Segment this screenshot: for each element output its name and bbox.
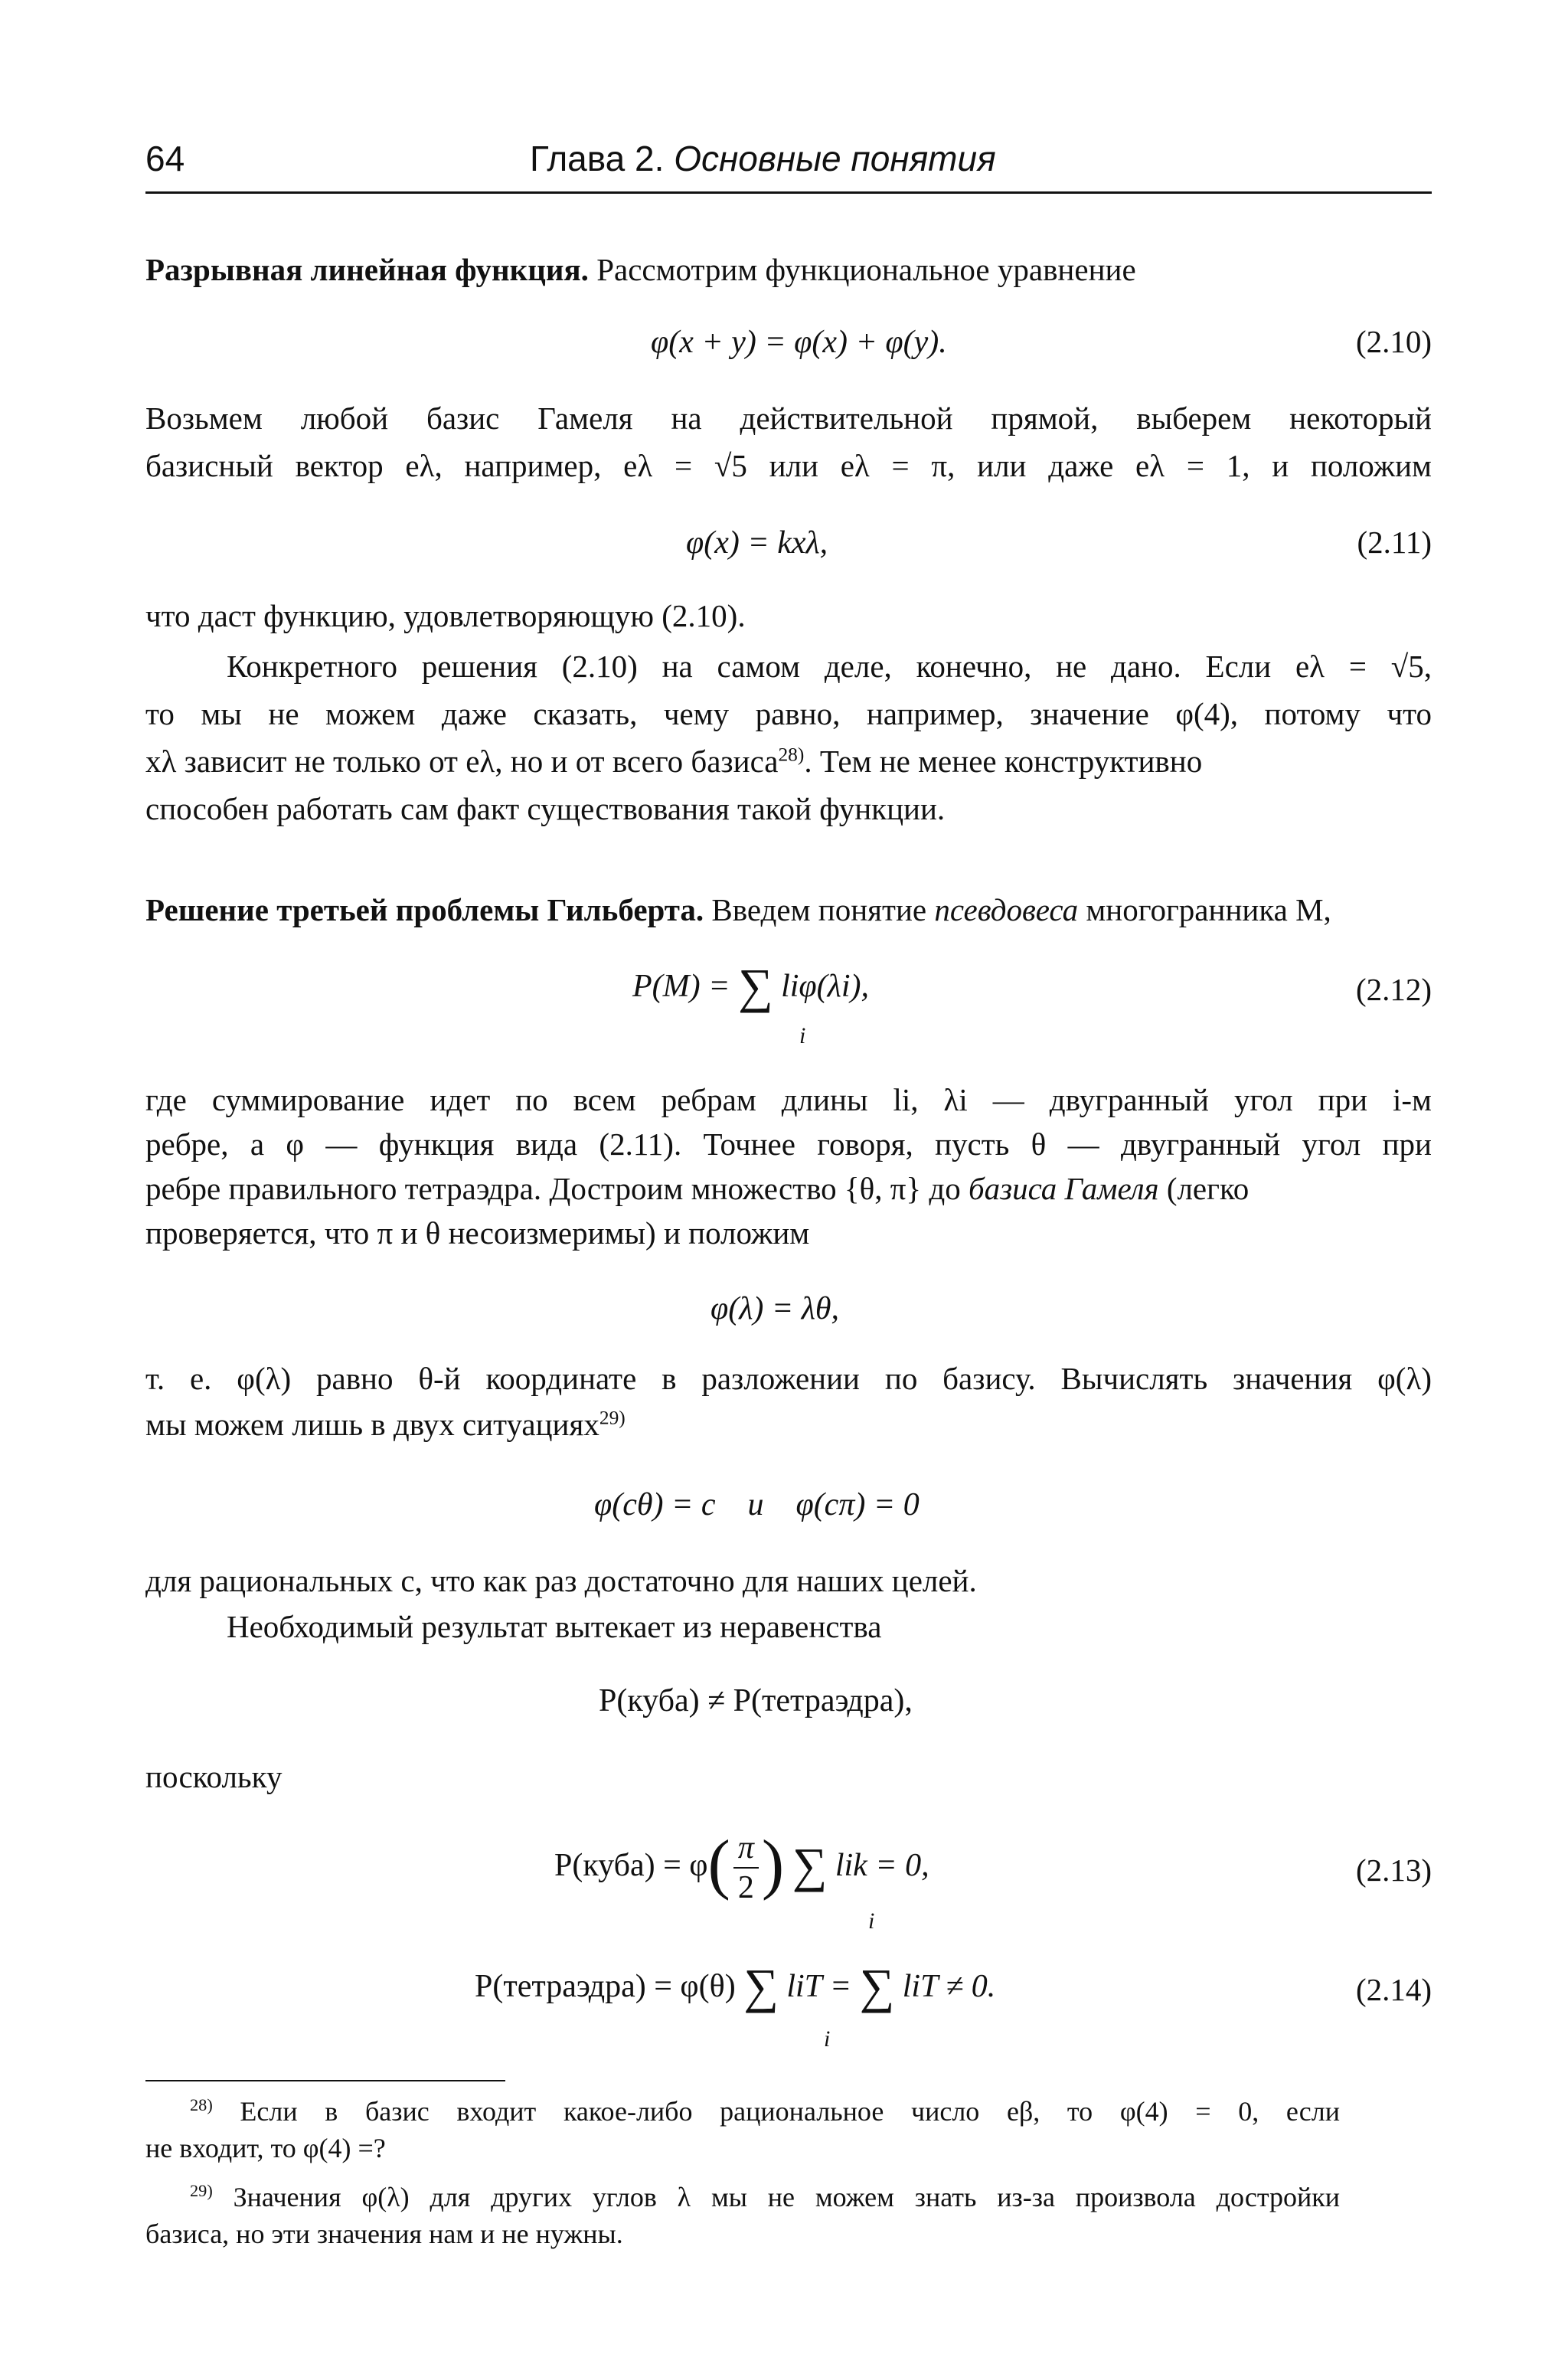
section1-line2: базисный вектор eλ, например, eλ = √5 или eλ = π, или даже eλ = 1, и положим [145, 448, 1432, 483]
footnote-29-text: Значения φ(λ) для других углов λ мы не можем знать из-за произвола достройки [233, 2182, 1341, 2212]
section2-intro-a: Введем понятие [711, 892, 927, 927]
term-pseudoweight: псевдовеса [934, 892, 1079, 927]
section1-line1: Возьмем любой базис Гамеля на действительной прямой, выберем некоторый [145, 401, 1432, 436]
section2-line2: ребре, а φ — функция вида (2.11). Точнее говоря, пусть θ — двугранный угол при [145, 1127, 1432, 1162]
section2-line3 [145, 1170, 1432, 1208]
section1-intro: Рассмотрим функциональное уравнение [596, 252, 1136, 287]
section2-line6-text: мы можем лишь в двух ситуациях [145, 1407, 599, 1442]
footnote-28-mark: 28) [190, 2095, 213, 2114]
section1-para2-line1: Конкретного решения (2.10) на самом деле, конечно, не дано. Если eλ = √5, [227, 649, 1432, 684]
section1-para2-line4: способен работать сам факт существования такой функции. [145, 791, 946, 826]
footnote-ref-29[interactable]: 29) [599, 1407, 626, 1429]
section2-line7: для рациональных c, что как раз достаточно для наших целей. [145, 1563, 977, 1598]
equation-2-11-label: (2.11) [1357, 525, 1432, 560]
section2-line5: т. е. φ(λ) равно θ-й координате в разложении по базису. Вычислять значения φ(λ) [145, 1361, 1432, 1396]
equation-phi-lambda: φ(λ) = λθ, [710, 1291, 840, 1326]
eq-2-14-right: liT ≠ 0. [902, 1969, 996, 2004]
fraction-numerator: π [733, 1829, 759, 1869]
para2-line3-end: . Тем не менее конструктивно [804, 744, 1203, 779]
left-paren: ( [707, 1827, 730, 1902]
section2-line8: Необходимый результат вытекает из неравенства [227, 1609, 882, 1644]
equation-2-13 [554, 1829, 929, 1908]
equation-2-14 [475, 1959, 996, 2013]
eq-2-14-left: P(тетраэдра) = φ(θ) [475, 1969, 736, 2004]
equation-inequality: P(куба) ≠ P(тетраэдра), [599, 1683, 913, 1718]
term-hamel-basis: базиса Гамеля [968, 1171, 1159, 1206]
equation-2-11: φ(x) = kxλ, [686, 525, 828, 561]
section2-intro-b: многогранника M, [1086, 892, 1331, 927]
para2-line3-start: xλ зависит не только от eλ, но и от всего базиса [145, 744, 779, 779]
section1-first-line [145, 251, 1432, 289]
chapter-title: Основные понятия [674, 139, 996, 178]
sum-symbol: ∑ [792, 1838, 828, 1893]
eq-2-13-left: P(куба) = φ [554, 1848, 708, 1884]
section2-line6 [145, 1406, 1432, 1444]
eq-2-12-right: liφ(λi), [781, 969, 869, 1004]
footnote-rule [145, 2080, 505, 2081]
footnote-29-line2: базиса, но эти значения нам и не нужны. [145, 2219, 623, 2249]
right-paren: ) [761, 1827, 785, 1902]
section2-line1: где суммирование идет по всем ребрам длины li, λi — двугранный угол при i-м [145, 1082, 1432, 1117]
footnote-28-line2: не входит, то φ(4) =? [145, 2133, 386, 2163]
section1-line3: что даст функцию, удовлетворяющую (2.10). [145, 598, 746, 633]
sum-symbol: ∑ [859, 1959, 895, 2013]
footnote-28-line1 [190, 2094, 1340, 2129]
section2-heading: Решение третьей проблемы Гильберта. [145, 892, 704, 927]
sum-symbol: ∑ [737, 959, 773, 1013]
running-header [530, 141, 996, 176]
fraction-denominator: 2 [737, 1870, 754, 1906]
equation-2-10-label: (2.10) [1355, 324, 1432, 359]
footnote-ref-28[interactable]: 28) [778, 744, 805, 766]
equation-cases: φ(cθ) = c и φ(cπ) = 0 [594, 1487, 920, 1522]
section1-heading: Разрывная линейная функция. [145, 252, 589, 287]
header-rule [145, 191, 1432, 194]
equation-2-13-label: (2.13) [1355, 1852, 1432, 1888]
section1-para2-line3 [145, 743, 1432, 780]
footnote-28-text: Если в базис входит какое-либо рациональное число eβ, то φ(4) = 0, если [240, 2096, 1341, 2127]
equation-2-12-label: (2.12) [1355, 972, 1432, 1007]
sum-symbol: ∑ [743, 1959, 779, 2013]
page-number: 64 [145, 139, 185, 178]
equation-2-14-label: (2.14) [1355, 1972, 1432, 2007]
eq-2-12-left: P(M) = [632, 969, 730, 1004]
equation-2-12 [632, 959, 869, 1013]
chapter-label: Глава 2. [530, 139, 665, 178]
section2-line4: проверяется, что π и θ несоизмеримы) и положим [145, 1215, 810, 1251]
equation-2-10: φ(x + y) = φ(x) + φ(y). [651, 325, 947, 360]
section1-para2-line2: то мы не можем даже сказать, чему равно, например, значение φ(4), потому что [145, 696, 1432, 731]
footnote-29-line1 [190, 2179, 1340, 2215]
eq-2-13-sum-index: i [868, 1908, 875, 1934]
section2-line9: поскольку [145, 1759, 283, 1794]
eq-2-14-sum-index: i [824, 2026, 831, 2052]
footnote-29-mark: 29) [190, 2181, 213, 2200]
eq-2-13-right: lik = 0, [835, 1848, 929, 1884]
section2-line3-end: (легко [1166, 1171, 1250, 1206]
section2-first-line [145, 891, 1432, 929]
eq-2-12-sum-index: i [799, 1023, 806, 1048]
fraction-pi-over-2 [733, 1829, 759, 1908]
section2-line3-start: ребре правильного тетраэдра. Достроим множество {θ, π} до [145, 1171, 961, 1206]
eq-2-14-mid: liT = [786, 1969, 852, 2004]
